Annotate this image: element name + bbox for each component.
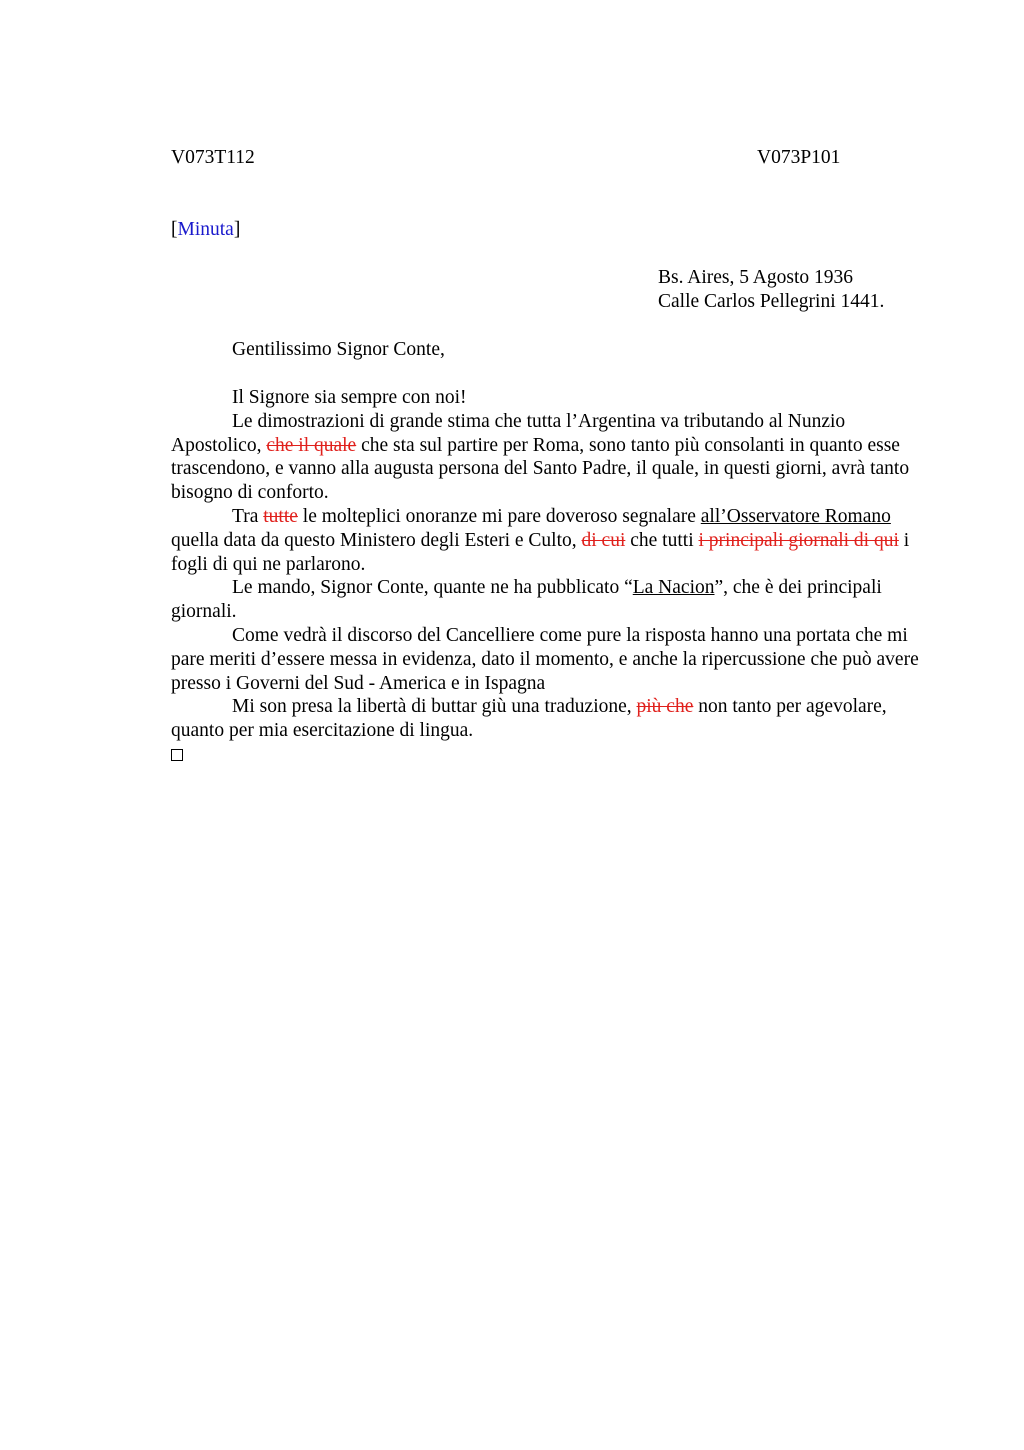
paragraph-1: Il Signore sia sempre con noi!: [232, 387, 467, 408]
underlined-title: all’Osservatore Romano: [700, 505, 891, 527]
paragraph-4-text-b: ”, che è dei principali giornali.: [171, 577, 882, 623]
document-code-right: V073P101: [757, 147, 841, 168]
deleted-text: di cui: [581, 529, 626, 551]
paragraph-4-text-a: Le mando, Signor Conte, quante ne ha pubblicato “: [232, 577, 633, 599]
paragraph-2: [171, 410, 927, 505]
paragraph-6-text-a: Mi son presa la libertà di buttar giù una traduzione,: [232, 696, 637, 718]
paragraph-3-text-b: le molteplici onoranze mi pare doveroso segnalare: [297, 505, 701, 527]
minuta-label: [171, 218, 240, 242]
paragraph-3: [171, 505, 927, 576]
deleted-text: tutte: [263, 505, 298, 527]
document-code-left: V073T112: [171, 147, 255, 168]
salutation: Gentilissimo Signor Conte,: [232, 339, 445, 360]
paragraph-3-text-c: quella data da questo Ministero degli Esteri e Culto,: [171, 529, 582, 551]
underlined-title: La Nacion: [632, 577, 715, 599]
paragraph-3-text-a: Tra: [232, 505, 264, 527]
sender-address: Calle Carlos Pellegrini 1441.: [658, 291, 885, 312]
paragraph-3-text-e: i fogli di qui ne parlarono.: [171, 529, 910, 575]
deleted-text: più che: [636, 696, 694, 718]
deleted-text: che il quale: [266, 434, 357, 456]
paragraph-3-text-d: che tutti: [625, 529, 699, 551]
letter-body: [171, 386, 927, 761]
paragraph-4: [171, 576, 927, 624]
place-date: Bs. Aires, 5 Agosto 1936: [658, 267, 854, 288]
paragraph-2-text-a: Le dimostrazioni di grande stima che tutta l’Argentina va tributando al Nunzio Apostolico,: [171, 410, 846, 456]
minuta-bracket-close: ]: [233, 219, 241, 240]
deleted-text: i principali giornali di qui: [698, 529, 899, 551]
paragraph-5: Come vedrà il discorso del Cancelliere come pure la risposta hanno una portata che mi pare meriti d’essere messa in evidenza, dato il momento, e anche la ripercussione che può avere presso i Governi del Sud - America e in Ispagna: [171, 624, 919, 694]
paragraph-6: [171, 695, 927, 743]
minuta-text: Minuta: [177, 219, 234, 240]
paragraph-6-text-b: non tanto per agevolare, quanto per mia esercitazione di lingua.: [171, 696, 887, 742]
minuta-bracket-open: [: [171, 219, 178, 240]
paragraph-2-text-b: che sta sul partire per Roma, sono tanto più consolanti in quanto esse trascendono, e vanno alla augusta persona del Santo Padre, il quale, in questi giorni, avrà tanto bisogno di conforto.: [171, 434, 910, 504]
end-marker-box-icon: [171, 749, 183, 761]
